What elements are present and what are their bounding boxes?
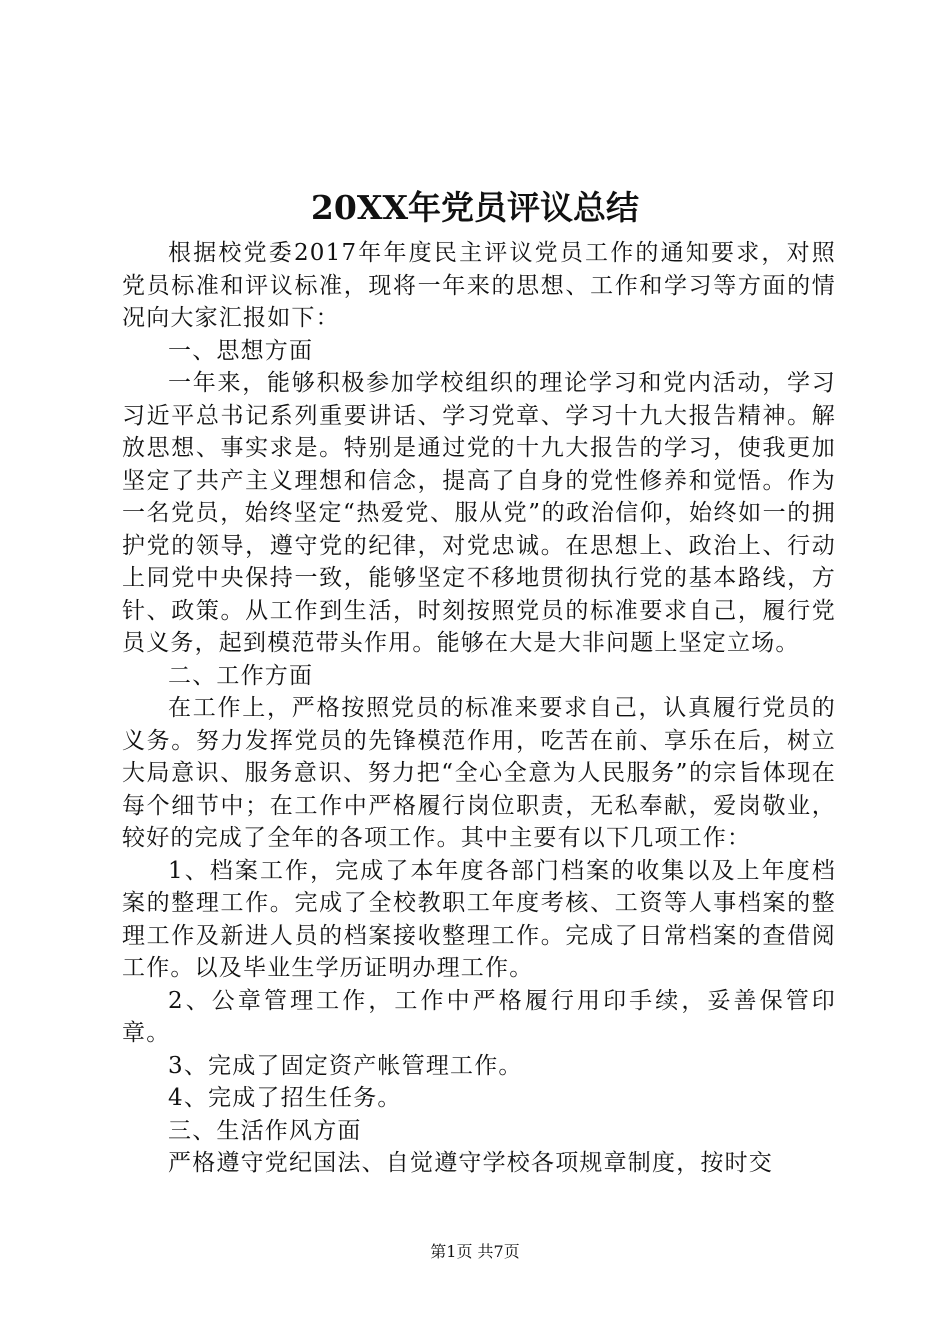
document-body [122,237,836,1180]
list-item-assets: 3、完成了固定资产帐管理工作。 [168,1052,523,1079]
paragraph-work: 在工作上，严格按照党员的标准来要求自己，认真履行党员的义务。努力发挥党员的先锋模范作用，吃苦在前、享乐在后，树立大局意识、服务意识、努力把“全心全意为人民服务”的宗旨体现在每个细节中；在工作中严格履行岗位职责，无私奉献，爱岗敬业，较好的完成了全年的各项工作。其中主要有以下几项工作： [122,695,836,851]
document-title: 20XX年党员评议总结 [310,188,640,227]
list-item-enrollment: 4、完成了招生任务。 [168,1085,402,1111]
section-heading-thought: 一、思想方面 [168,337,314,364]
page-number: 第1页 共7页 [430,1242,520,1261]
section-heading-conduct: 三、生活作风方面 [168,1117,362,1144]
paragraph-thought: 一年来，能够积极参加学校组织的理论学习和党内活动，学习习近平总书记系列重要讲话、学习党章、学习十九大报告精神。解放思想、事实求是。特别是通过党的十九大报告的学习，使我更加坚定了共产主义理想和信念，提高了自身的党性修养和觉悟。作为一名党员，始终坚定“热爱党、服从党”的政治信仰，始终如一的拥护党的领导，遵守党的纪律，对党忠诚。在思想上、政治上、行动上同党中央保持一致，能够坚定不移地贯彻执行党的基本路线，方针、政策。从工作到生活，时刻按照党员的标准要求自己，履行党员义务，起到模范带头作用。能够在大是大非问题上坚定立场。 [122,370,836,656]
paragraph-conduct: 严格遵守党纪国法、自觉遵守学校各项规章制度，按时交 [168,1150,773,1176]
paragraph-intro: 根据校党委2017年年度民主评议党员工作的通知要求，对照党员标准和评议标准，现将一年来的思想、工作和学习等方面的情况向大家汇报如下： [122,240,836,331]
section-heading-work: 二、工作方面 [168,662,314,689]
list-item-seal: 2、公章管理工作，工作中严格履行用印手续，妥善保管印章。 [122,987,836,1046]
list-item-archives: 1、档案工作，完成了本年度各部门档案的收集以及上年度档案的整理工作。完成了全校教职工年度考核、工资等人事档案的整理工作及新进人员的档案接收整理工作。完成了日常档案的查借阅工作。以及毕业生学历证明办理工作。 [122,857,836,981]
